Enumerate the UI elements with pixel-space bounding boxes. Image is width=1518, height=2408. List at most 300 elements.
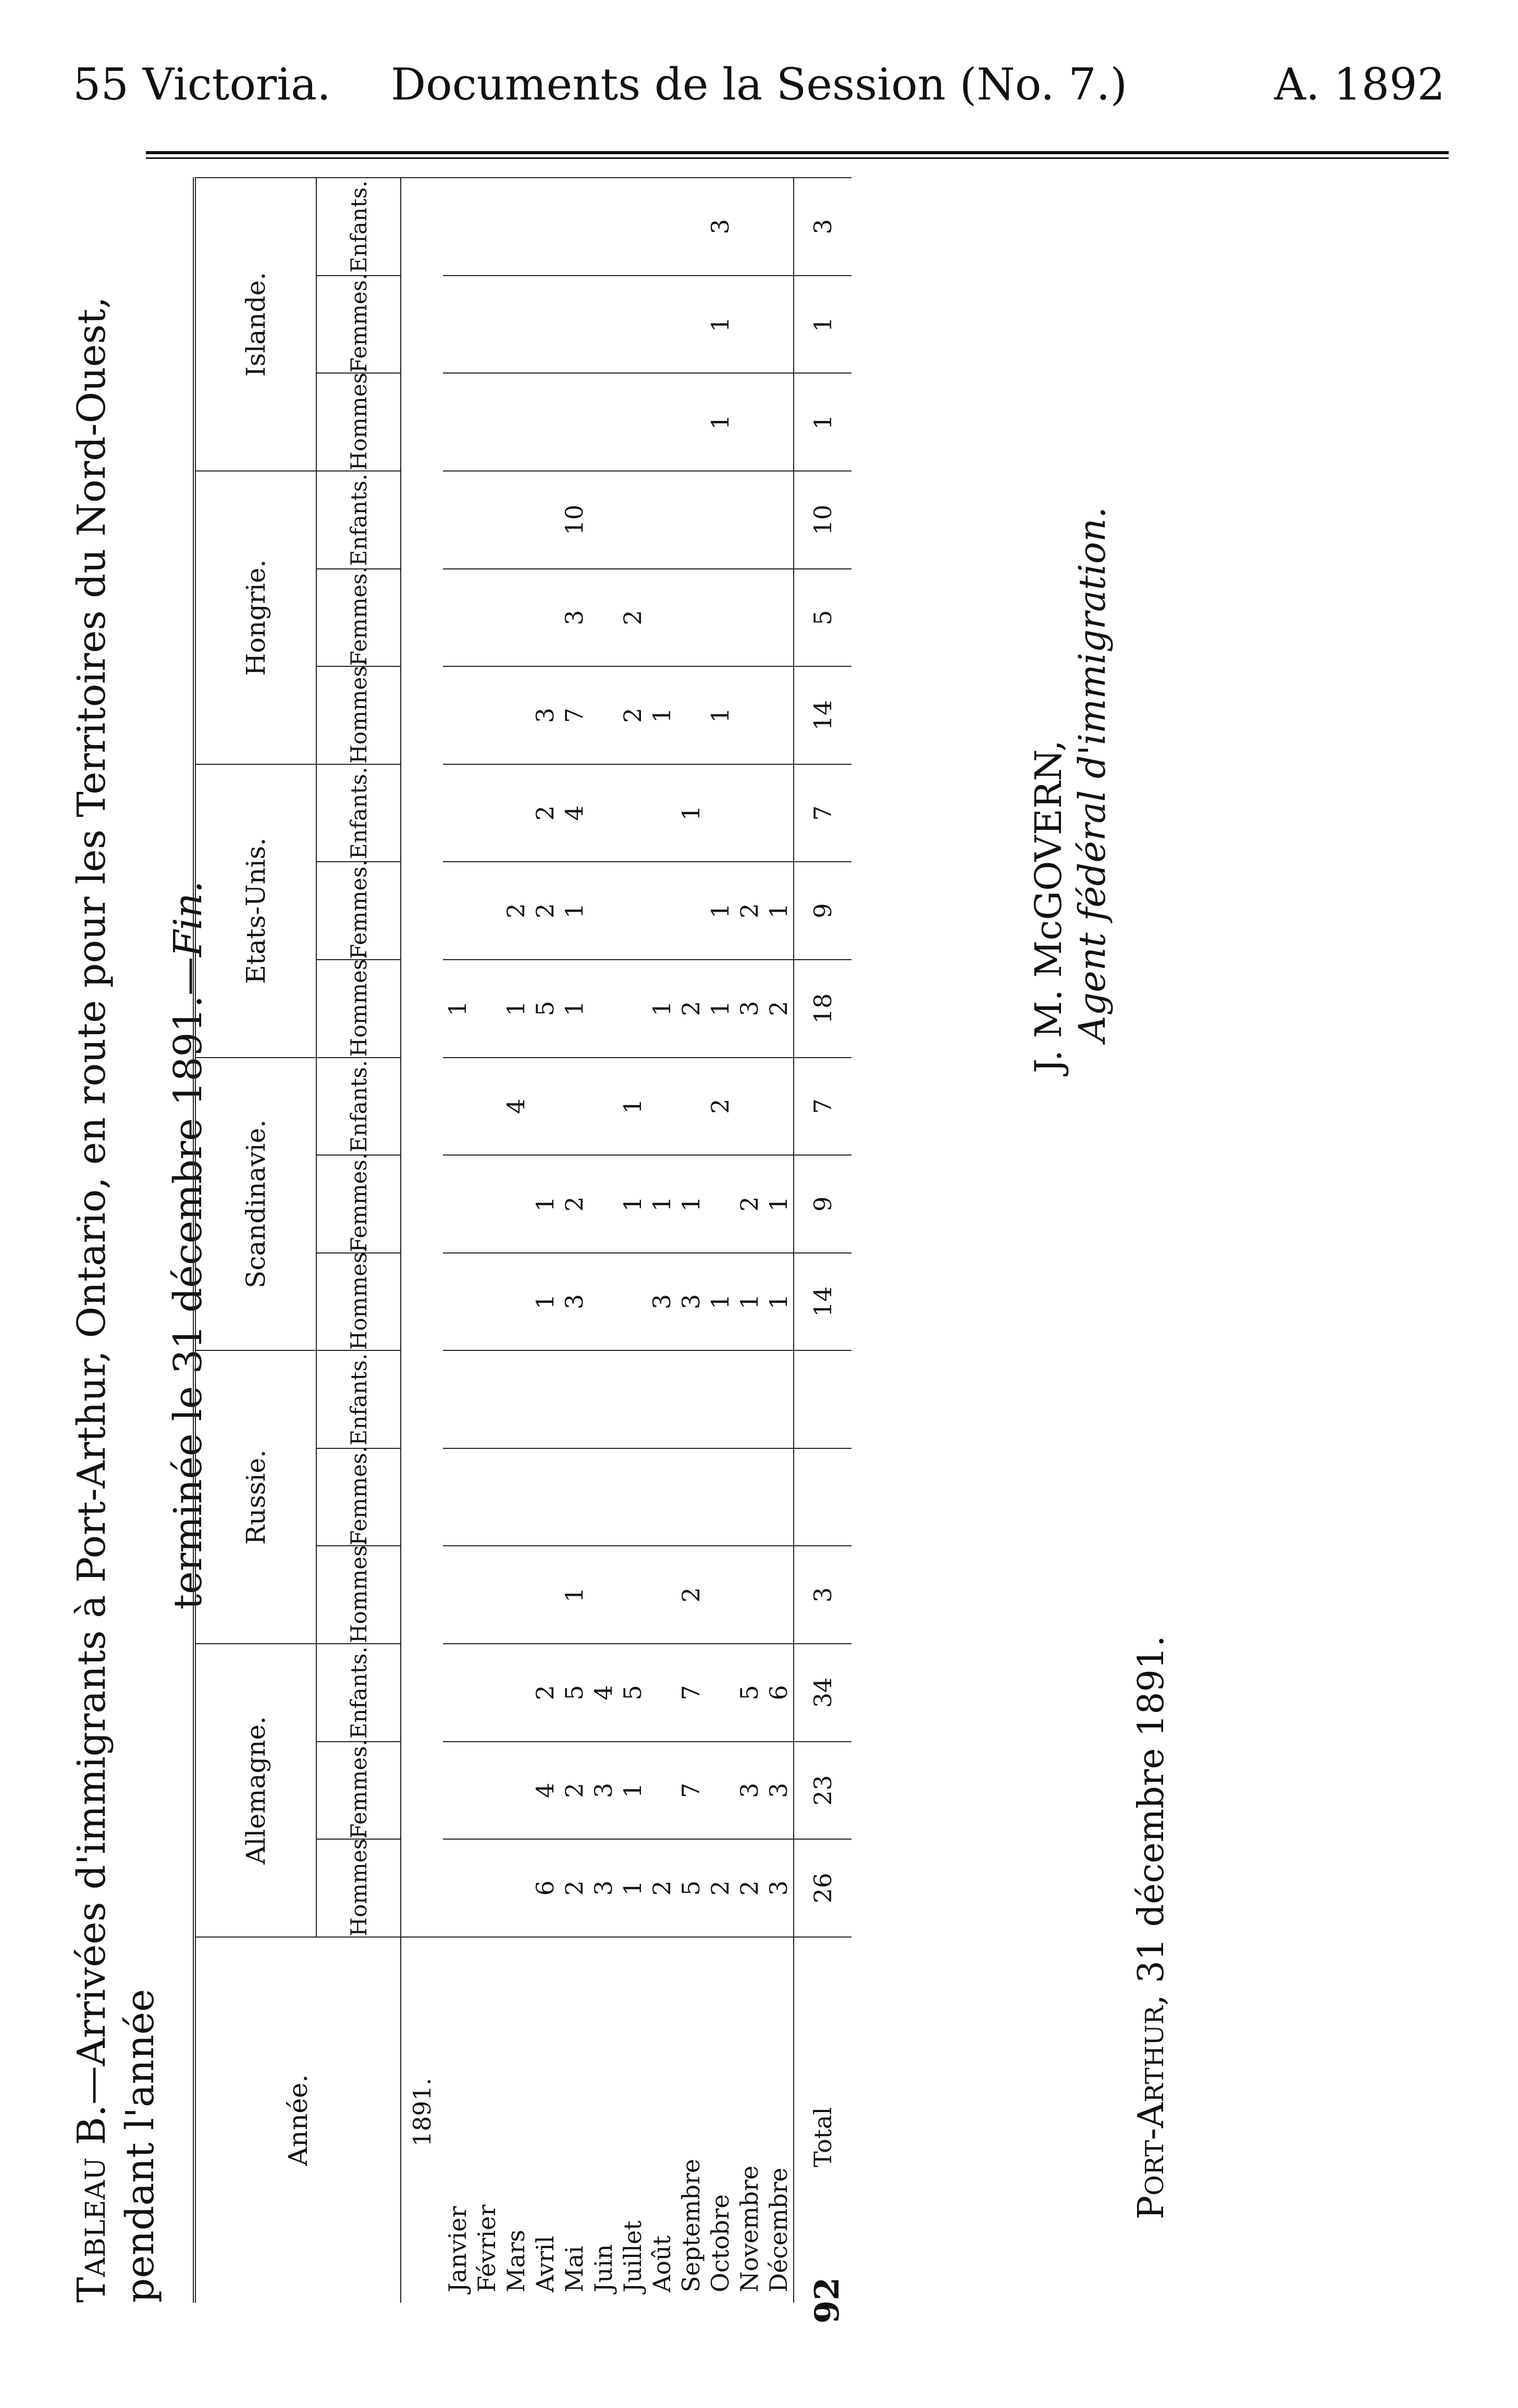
total-cell: 23 <box>794 1742 851 1840</box>
table-cell <box>530 1546 560 1644</box>
table-cell <box>618 373 647 471</box>
table-cell: 2 <box>560 1742 589 1840</box>
table-cell <box>501 178 530 276</box>
table-cell <box>764 178 794 276</box>
month-label: Février <box>472 1937 501 2303</box>
table-cell: 1 <box>735 1253 764 1351</box>
table-cell <box>589 764 618 862</box>
table-cell: 1 <box>764 862 794 960</box>
month-label: Mai <box>560 1937 589 2303</box>
table-cell <box>589 862 618 960</box>
table-cell <box>560 1448 589 1546</box>
table-cell <box>735 569 764 667</box>
table-cell <box>501 1253 530 1351</box>
total-cell: 7 <box>794 764 851 862</box>
table-cell <box>443 764 472 862</box>
table-cell <box>530 1350 560 1448</box>
table-cell <box>647 276 676 374</box>
table-row <box>676 178 706 2303</box>
table-cell: 1 <box>706 862 735 960</box>
table-cell <box>472 178 501 276</box>
table-cell <box>676 471 706 569</box>
table-cell <box>618 862 647 960</box>
table-cell <box>589 276 618 374</box>
subheader-cell: Hommes. <box>316 1546 401 1644</box>
table-cell: 2 <box>706 1058 735 1156</box>
caption-fin: Fin. <box>166 880 211 957</box>
table-cell <box>501 1742 530 1840</box>
table-cell <box>735 276 764 374</box>
table-cell <box>501 1155 530 1253</box>
subheader-cell: Hommes. <box>316 960 401 1058</box>
table-cell <box>735 666 764 764</box>
year-row-spacer <box>401 178 443 1937</box>
table-cell: 3 <box>530 666 560 764</box>
table-cell <box>589 373 618 471</box>
table-cell: 2 <box>676 1546 706 1644</box>
table-cell: 1 <box>443 960 472 1058</box>
table-cell <box>764 276 794 374</box>
table-cell <box>589 471 618 569</box>
table-cell <box>501 1839 530 1937</box>
table-cell <box>443 1058 472 1156</box>
table-cell <box>501 276 530 374</box>
table-cell: 3 <box>706 178 735 276</box>
table-cell <box>706 764 735 862</box>
year-row <box>401 178 443 2303</box>
table-cell: 5 <box>560 1644 589 1742</box>
table-cell <box>735 1546 764 1644</box>
subheader-cell: Hommes. <box>316 1839 401 1937</box>
table-cell <box>647 1546 676 1644</box>
table-cell <box>443 1350 472 1448</box>
table-cell <box>676 569 706 667</box>
month-label: Avril <box>530 1937 560 2303</box>
table-cell <box>501 471 530 569</box>
table-cell <box>735 471 764 569</box>
table-cell: 1 <box>560 960 589 1058</box>
table-cell: 1 <box>706 1253 735 1351</box>
table-row <box>647 178 676 2303</box>
table-cell: 2 <box>647 1839 676 1937</box>
total-cell: 1 <box>794 373 851 471</box>
table-caption <box>68 188 213 2303</box>
table-cell <box>443 1448 472 1546</box>
table-row <box>472 178 501 2303</box>
subheader-cell: Enfants. <box>316 1644 401 1742</box>
month-label: Septembre <box>676 1937 706 2303</box>
header-year: A. 1892 <box>1274 59 1445 110</box>
table-cell: 2 <box>560 1155 589 1253</box>
table-row <box>530 178 560 2303</box>
table-cell <box>647 1350 676 1448</box>
table-cell <box>647 1644 676 1742</box>
table-cell <box>472 764 501 862</box>
subheader-cell: Hommes. <box>316 373 401 471</box>
table-cell <box>589 1155 618 1253</box>
table-cell <box>676 178 706 276</box>
table-cell: 4 <box>501 1058 530 1156</box>
table-cell <box>647 178 676 276</box>
table-cell: 1 <box>676 1155 706 1253</box>
table-cell: 3 <box>735 1742 764 1840</box>
total-cell: 5 <box>794 569 851 667</box>
table-cell <box>647 1448 676 1546</box>
table-cell: 1 <box>706 960 735 1058</box>
table-cell <box>618 276 647 374</box>
table-cell <box>472 1253 501 1351</box>
month-label: Juin <box>589 1937 618 2303</box>
caption-line-2-text: terminée le 31 décembre 1891.— <box>166 957 211 1610</box>
table-cell <box>647 1742 676 1840</box>
table-cell <box>735 1448 764 1546</box>
table-cell: 4 <box>530 1742 560 1840</box>
table-cell <box>530 1448 560 1546</box>
table-cell <box>472 1448 501 1546</box>
table-cell <box>735 764 764 862</box>
table-cell: 1 <box>706 373 735 471</box>
table-cell <box>501 666 530 764</box>
table-cell: 1 <box>618 1155 647 1253</box>
table-cell: 10 <box>560 471 589 569</box>
total-row <box>794 178 851 2303</box>
table-cell <box>647 471 676 569</box>
table-group-header-row <box>194 178 316 2303</box>
table-cell: 7 <box>676 1644 706 1742</box>
table-cell <box>501 1350 530 1448</box>
subheader-cell: Femmes. <box>316 569 401 667</box>
total-label: Total <box>794 1937 851 2303</box>
table-cell: 6 <box>530 1839 560 1937</box>
table-cell: 4 <box>589 1644 618 1742</box>
table-cell <box>618 1546 647 1644</box>
table-cell: 1 <box>764 1253 794 1351</box>
place-date: 31 décembre 1891. <box>1131 1635 1172 1995</box>
table-cell: 5 <box>618 1644 647 1742</box>
table-cell <box>443 1742 472 1840</box>
table-row <box>560 178 589 2303</box>
table-cell: 2 <box>618 569 647 667</box>
table-cell <box>676 666 706 764</box>
table-cell <box>735 178 764 276</box>
subheader-cell: Hommes. <box>316 1253 401 1351</box>
table-cell <box>647 764 676 862</box>
table-cell <box>676 1448 706 1546</box>
total-cell <box>794 1350 851 1448</box>
group-header-hongrie: Hongrie. <box>194 471 316 764</box>
group-header-islande: Islande. <box>194 178 316 471</box>
table-cell <box>443 862 472 960</box>
table-cell <box>735 1350 764 1448</box>
table-cell <box>676 276 706 374</box>
group-header-scandinavie: Scandinavie. <box>194 1058 316 1351</box>
table-cell <box>472 960 501 1058</box>
table-cell <box>443 178 472 276</box>
table-cell <box>589 178 618 276</box>
rotated-table-region <box>57 156 1485 2324</box>
table-cell <box>472 1058 501 1156</box>
subheader-cell: Femmes. <box>316 1448 401 1546</box>
subheader-cell: Femmes. <box>316 1742 401 1840</box>
table-cell <box>589 1546 618 1644</box>
table-cell <box>530 1058 560 1156</box>
table-cell <box>618 471 647 569</box>
table-cell <box>501 1644 530 1742</box>
table-cell <box>443 1839 472 1937</box>
month-label: Novembre <box>735 1937 764 2303</box>
table-cell <box>443 1546 472 1644</box>
table-cell <box>443 1155 472 1253</box>
table-cell <box>530 569 560 667</box>
place-name: Port-Arthur, <box>1131 1994 1172 2219</box>
table-cell <box>472 276 501 374</box>
table-cell <box>735 373 764 471</box>
table-cell <box>589 960 618 1058</box>
table-cell <box>706 569 735 667</box>
table-cell <box>764 373 794 471</box>
table-cell <box>589 1253 618 1351</box>
signature-name: J. M. McGOVERN, <box>1027 740 1070 1073</box>
page-number: 92 <box>808 2277 847 2324</box>
table-cell <box>530 276 560 374</box>
table-cell: 6 <box>764 1644 794 1742</box>
table-cell <box>443 1644 472 1742</box>
subheader-cell: Femmes. <box>316 276 401 374</box>
table-cell <box>560 1058 589 1156</box>
total-cell: 14 <box>794 666 851 764</box>
table-cell: 4 <box>560 764 589 862</box>
table-cell: 1 <box>764 1155 794 1253</box>
table-cell <box>472 1155 501 1253</box>
table-cell: 2 <box>706 1839 735 1937</box>
table-cell <box>589 1350 618 1448</box>
table-cell: 1 <box>560 1546 589 1644</box>
table-cell <box>676 1058 706 1156</box>
table-cell <box>501 373 530 471</box>
table-cell <box>647 862 676 960</box>
table-cell <box>764 569 794 667</box>
table-cell: 1 <box>530 1253 560 1351</box>
table-cell <box>764 1350 794 1448</box>
header-session-volume: 55 Victoria. <box>73 59 331 110</box>
table-cell <box>443 276 472 374</box>
table-cell <box>472 1839 501 1937</box>
table-cell: 3 <box>560 1253 589 1351</box>
table-cell <box>764 1058 794 1156</box>
table-cell: 2 <box>676 960 706 1058</box>
table-cell <box>472 1644 501 1742</box>
table-cell <box>443 1253 472 1351</box>
table-cell <box>706 1644 735 1742</box>
table-cell <box>676 373 706 471</box>
table-cell <box>472 569 501 667</box>
immigration-table <box>193 177 851 2303</box>
table-cell: 7 <box>676 1742 706 1840</box>
header-document-title: Documents de la Session (No. 7.) <box>390 59 1128 110</box>
subheader-cell: Femmes. <box>316 862 401 960</box>
month-label: Août <box>647 1937 676 2303</box>
table-cell <box>501 569 530 667</box>
place-date-line <box>1131 1635 1172 2219</box>
table-cell <box>589 569 618 667</box>
table-cell <box>501 1546 530 1644</box>
table-cell: 2 <box>560 1839 589 1937</box>
subheader-cell: Enfants. <box>316 178 401 276</box>
year-column-header: Année. <box>194 1937 401 2303</box>
table-cell: 1 <box>706 666 735 764</box>
total-cell: 1 <box>794 276 851 374</box>
table-cell: 3 <box>735 960 764 1058</box>
table-cell <box>560 178 589 276</box>
table-cell: 1 <box>560 862 589 960</box>
month-label: Juillet <box>618 1937 647 2303</box>
subheader-cell: Hommes. <box>316 666 401 764</box>
month-label: Octobre <box>706 1937 735 2303</box>
table-cell: 1 <box>706 276 735 374</box>
total-cell: 10 <box>794 471 851 569</box>
table-body <box>401 178 851 2303</box>
table-cell: 3 <box>764 1742 794 1840</box>
table-cell <box>501 764 530 862</box>
table-row <box>501 178 530 2303</box>
table-cell: 1 <box>501 960 530 1058</box>
table-cell <box>764 764 794 862</box>
table-cell: 1 <box>676 764 706 862</box>
table-row <box>443 178 472 2303</box>
subheader-cell: Enfants. <box>316 764 401 862</box>
table-cell <box>647 569 676 667</box>
signature-block <box>1027 507 1114 1073</box>
table-cell <box>647 1058 676 1156</box>
table-cell: 3 <box>676 1253 706 1351</box>
table-row <box>764 178 794 2303</box>
table-cell <box>706 1546 735 1644</box>
table-cell <box>443 569 472 667</box>
table-cell <box>472 862 501 960</box>
table-cell: 5 <box>735 1644 764 1742</box>
signature-role: Agent fédéral d'immigration. <box>1071 506 1114 1042</box>
table-row <box>706 178 735 2303</box>
table-cell <box>618 1448 647 1546</box>
total-cell: 9 <box>794 862 851 960</box>
table-cell <box>618 960 647 1058</box>
table-cell <box>764 666 794 764</box>
table-cell: 1 <box>647 960 676 1058</box>
table-cell <box>706 1350 735 1448</box>
table-cell <box>472 1350 501 1448</box>
table-cell <box>472 1742 501 1840</box>
table-cell <box>560 1350 589 1448</box>
table-cell: 5 <box>530 960 560 1058</box>
table-row <box>589 178 618 2303</box>
table-cell <box>443 471 472 569</box>
table-cell: 3 <box>589 1839 618 1937</box>
table-cell <box>618 1350 647 1448</box>
total-cell: 18 <box>794 960 851 1058</box>
subheader-cell: Enfants. <box>316 1058 401 1156</box>
total-cell: 34 <box>794 1644 851 1742</box>
table-cell <box>706 1155 735 1253</box>
table-cell: 3 <box>764 1839 794 1937</box>
table-cell <box>530 471 560 569</box>
total-cell: 9 <box>794 1155 851 1253</box>
table-cell: 1 <box>647 666 676 764</box>
table-cell <box>647 373 676 471</box>
total-cell: 26 <box>794 1839 851 1937</box>
subheader-cell: Femmes. <box>316 1155 401 1253</box>
table-cell: 2 <box>764 960 794 1058</box>
table-cell <box>706 1742 735 1840</box>
table-cell <box>472 1546 501 1644</box>
table-row <box>735 178 764 2303</box>
total-cell <box>794 1448 851 1546</box>
table-cell: 5 <box>676 1839 706 1937</box>
table-cell: 1 <box>618 1058 647 1156</box>
table-cell <box>706 471 735 569</box>
group-header-russie: Russie. <box>194 1350 316 1644</box>
table-cell: 2 <box>530 1644 560 1742</box>
subheader-cell: Enfants. <box>316 471 401 569</box>
table-cell: 2 <box>530 862 560 960</box>
table-cell: 1 <box>618 1742 647 1840</box>
table-cell: 3 <box>647 1253 676 1351</box>
month-label: Décembre <box>764 1937 794 2303</box>
table-cell: 2 <box>501 862 530 960</box>
total-cell: 3 <box>794 178 851 276</box>
table-cell <box>735 1058 764 1156</box>
table-cell <box>589 666 618 764</box>
table-cell <box>530 178 560 276</box>
month-label: Janvier <box>443 1937 472 2303</box>
table-cell: 3 <box>589 1742 618 1840</box>
table-cell <box>443 666 472 764</box>
table-cell <box>443 373 472 471</box>
table-cell <box>764 471 794 569</box>
table-cell: 2 <box>735 862 764 960</box>
caption-text: —Arrivées d'immigrants à Port-Arthur, Ontario, en route pour les Territoires du Nord-Ouest, pendant l'année <box>69 296 163 2303</box>
table-cell: 1 <box>530 1155 560 1253</box>
total-cell: 14 <box>794 1253 851 1351</box>
table-cell <box>589 1448 618 1546</box>
table-cell: 1 <box>647 1155 676 1253</box>
table-cell: 7 <box>560 666 589 764</box>
table-cell <box>676 1350 706 1448</box>
group-header-allemagne: Allemagne. <box>194 1644 316 1937</box>
table-cell <box>618 764 647 862</box>
table-cell <box>764 1546 794 1644</box>
table-cell <box>501 1448 530 1546</box>
table-cell <box>618 178 647 276</box>
header-rule <box>146 151 1449 154</box>
group-header-etats-unis: Etats-Unis. <box>194 764 316 1058</box>
table-cell <box>676 862 706 960</box>
table-cell: 2 <box>735 1155 764 1253</box>
table-cell <box>618 1253 647 1351</box>
table-row <box>618 178 647 2303</box>
table-cell <box>472 373 501 471</box>
total-cell: 3 <box>794 1546 851 1644</box>
year-label: 1891. <box>401 1937 443 2303</box>
table-cell <box>472 471 501 569</box>
table-cell <box>560 373 589 471</box>
month-label: Mars <box>501 1937 530 2303</box>
caption-label: Tableau B. <box>69 2104 114 2303</box>
table-cell: 2 <box>618 666 647 764</box>
table-cell <box>530 373 560 471</box>
subheader-cell: Enfants. <box>316 1350 401 1448</box>
table-cell: 1 <box>618 1839 647 1937</box>
table-cell <box>472 666 501 764</box>
